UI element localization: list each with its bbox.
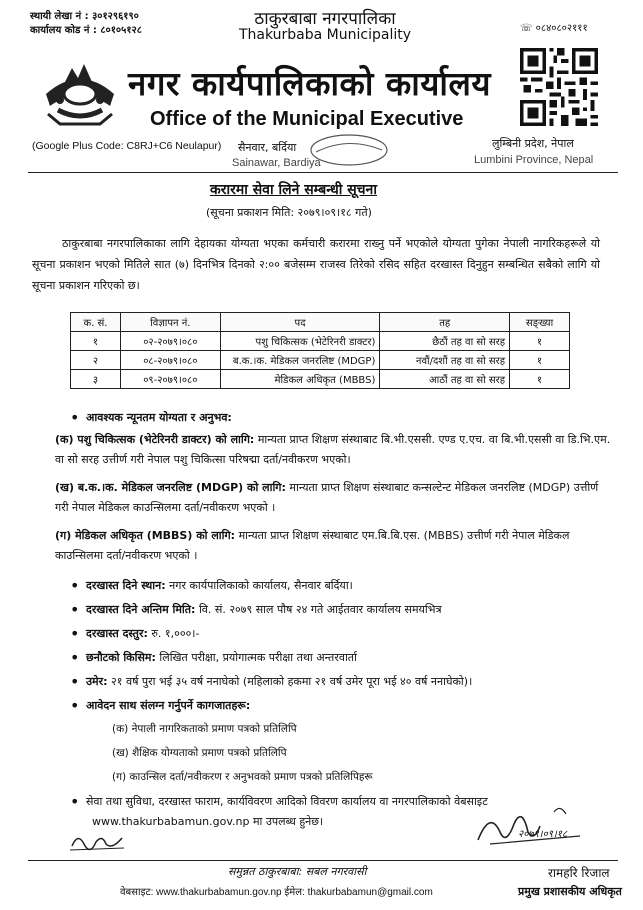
province-np: लुम्बिनी प्रदेश, नेपाल <box>492 137 574 150</box>
cell-level: छैठौं तह वा सो सरह <box>380 332 510 351</box>
requirements-heading <box>86 408 586 428</box>
footer-divider <box>28 860 618 861</box>
age-label: उमेर: <box>86 675 108 688</box>
method-value: लिखित परीक्षा, प्रयोगात्मक परीक्षा तथा अन्तरवार्ता <box>159 651 357 664</box>
cell-post: ब.क.।क. मेडिकल जनरलिष्ट (MDGP) <box>220 351 380 370</box>
publication-date: (सूचना प्रकाशन मिति: २०७९।०९।१८ गते) <box>206 206 372 219</box>
signer-title: प्रमुख प्रशासकीय अधिकृत <box>518 885 622 898</box>
posts-table <box>70 312 570 389</box>
table-row <box>71 332 570 351</box>
requirement-item <box>55 478 615 518</box>
selection-method <box>86 648 606 668</box>
cell-count: १ <box>510 351 570 370</box>
requirement-label: (क) पशु चिकित्सक (भेटेरिनरी डाक्टर) को लागि: <box>55 433 255 446</box>
deadline-value: वि. सं. २०७९ साल पौष २४ गते आईतवार कार्यालय समयभित्र <box>198 603 442 616</box>
municipality-name-en: Thakurbaba Municipality <box>238 27 411 43</box>
col-sn: क. सं. <box>71 313 121 332</box>
requirement-label: (ग) मेडिकल अधिकृत (MBBS) को लागि: <box>55 529 236 542</box>
cell-sn: १ <box>71 332 121 351</box>
google-plus-code: (Google Plus Code: C8RJ+C6 Neulapur) <box>32 140 222 152</box>
cell-level: आठौं तह वा सो सरह <box>380 370 510 389</box>
cell-ad-no: ०९-२०७९।०८० <box>120 370 220 389</box>
service-text: सेवा तथा सुविधा, दरखास्त फाराम, कार्यविवरण आदिको विवरण कार्यालय वा नगरपालिकाको वेबसाइट <box>86 795 488 808</box>
qr-code-icon <box>520 48 598 126</box>
nepal-emblem-icon <box>40 54 120 128</box>
requirement-text: मान्यता प्राप्त शिक्षण संस्थाबाट बि.भी.एससी. एण्ड ए.एच. वा बि.भी.एससी वा डि.भि.एम. वा सो सरह उत्तीर्ण गरी नेपाल पशु चिकित्सा परिषद्मा दर्ता/नवीकरण भएको। <box>55 433 611 466</box>
documents-heading-text: आवेदन साथ संलग्न गर्नुपर्ने कागजातहरू: <box>86 699 251 712</box>
document-item: (क) नेपाली नागरिकताको प्रमाण पत्रको प्रतिलिपि <box>112 723 297 735</box>
province-en: Lumbini Province, Nepal <box>474 154 594 166</box>
requirement-item <box>55 526 615 566</box>
application-place <box>86 576 606 596</box>
deadline-label: दरखास्त दिने अन्तिम मिति: <box>86 603 196 616</box>
signature-date: २०७९।०९।१८ <box>518 829 568 840</box>
application-deadline <box>86 600 606 620</box>
documents-heading <box>86 696 606 716</box>
col-count: सङ्ख्या <box>510 313 570 332</box>
cell-sn: २ <box>71 351 121 370</box>
cell-ad-no: ०८-२०७९।०८० <box>120 351 220 370</box>
address-np: सैनवार, बर्दिया <box>238 141 297 154</box>
reg-number: स्थायी लेखा नं : ३०१२९६१९० <box>30 11 139 22</box>
age-requirement <box>86 672 606 692</box>
office-title-en: Office of the Municipal Executive <box>150 108 464 130</box>
notice-title: करारमा सेवा लिने सम्बन्धी सूचना <box>210 182 377 198</box>
table-row <box>71 351 570 370</box>
document-item: (ख) शैक्षिक योग्यताको प्रमाण पत्रको प्रतिलिपि <box>112 747 287 759</box>
cell-post: मेडिकल अधिकृत (MBBS) <box>220 370 380 389</box>
office-title-np: नगर कार्यपालिकाको कार्यालय <box>128 64 491 103</box>
place-value: नगर कार्यपालिकाको कार्यालय, सैनवार बर्दिया। <box>169 579 353 592</box>
office-code: कार्यालय कोड नं : ८०१०५१२८ <box>30 25 142 36</box>
footer-slogan: समुन्नत ठाकुरबाबा: सबल नगरवासी <box>228 865 367 878</box>
phone-number: ☏ ०८४०८०२१११ <box>520 23 588 34</box>
requirements-heading-text: आवश्यक न्यूनतम योग्यता र अनुभव: <box>86 411 232 424</box>
stamp-mark-icon <box>308 132 390 168</box>
cell-count: १ <box>510 332 570 351</box>
method-label: छनौटको किसिम: <box>86 651 156 664</box>
registration-info <box>30 10 142 38</box>
address-en: Sainawar, Bardiya <box>232 157 321 169</box>
fee-label: दरखास्त दस्तुर: <box>86 627 148 640</box>
cell-post: पशु चिकित्सक (भेटेरिनरी डाक्टर) <box>220 332 380 351</box>
col-post: पद <box>220 313 380 332</box>
application-fee <box>86 624 606 644</box>
age-value: २१ वर्ष पुरा भई ३५ वर्ष ननाघेको (महिलाको हकमा २१ वर्ष उमेर पूरा भई ४० वर्ष ननाघेको)। <box>111 675 473 688</box>
requirement-item <box>55 430 615 470</box>
table-header-row <box>71 313 570 332</box>
header-divider <box>28 172 618 173</box>
fee-value: रु. १,०००।- <box>151 627 200 640</box>
cell-sn: ३ <box>71 370 121 389</box>
initials-signature-icon <box>68 828 126 854</box>
website-line: www.thakurbabamun.gov.np मा उपलब्ध हुनेछ। <box>92 815 324 828</box>
signer-name: रामहरि रिजाल <box>548 866 610 880</box>
requirement-label: (ख) ब.क.।क. मेडिकल जनरलिष्ट (MDGP) को लागि: <box>55 481 286 494</box>
col-level: तह <box>380 313 510 332</box>
cell-count: १ <box>510 370 570 389</box>
col-ad-no: विज्ञापन नं. <box>120 313 220 332</box>
table-row <box>71 370 570 389</box>
requirement-text: मान्यता प्राप्त शिक्षण संस्थाबाट कन्सल्टेन्ट मेडिकल जनरलिष्ट (MDGP) उत्तीर्ण गरी नेपाल मेडिकल काउन्सिलमा दर्ता/नवीकरण भएको । <box>55 481 599 514</box>
requirement-text: मान्यता प्राप्त शिक्षण संस्थाबाट एम.बि.बि.एस. (MBBS) उत्तीर्ण गरी नेपाल मेडिकल काउन्सिलमा दर्ता/नवीकरण भएको । <box>55 529 570 562</box>
cell-level: नवौं/दशौं तह वा सो सरह <box>380 351 510 370</box>
footer-contact: वेबसाइट: www.thakurbabamun.gov.np ईमेल: thakurbabamun@gmail.com <box>120 887 433 898</box>
place-label: दरखास्त दिने स्थान: <box>86 579 166 592</box>
municipality-name-np: ठाकुरबाबा नगरपालिका <box>254 9 396 29</box>
cell-ad-no: ०२-२०७९।०८० <box>120 332 220 351</box>
document-item: (ग) काउन्सिल दर्ता/नवीकरण र अनुभवको प्रमाण पत्रको प्रतिलिपिहरू <box>112 771 373 783</box>
intro-paragraph: ठाकुरबाबा नगरपालिकाका लागि देहायका योग्यता भएका कर्मचारी करारमा राख्नु पर्ने भएकोले योग्यता पुगेका नेपाली नागरिकहरूले यो सूचना प्रकाशन भएको मितिले सात (७) दिनभित्र दिनको २:०० बजेसम्म राजस्व तिरेको रसिद सहित दरखास्त दिनुहुन सम्बन्धित सबैको लागि यो सूचना प्रकाशन गरिएको छ। <box>32 237 600 292</box>
